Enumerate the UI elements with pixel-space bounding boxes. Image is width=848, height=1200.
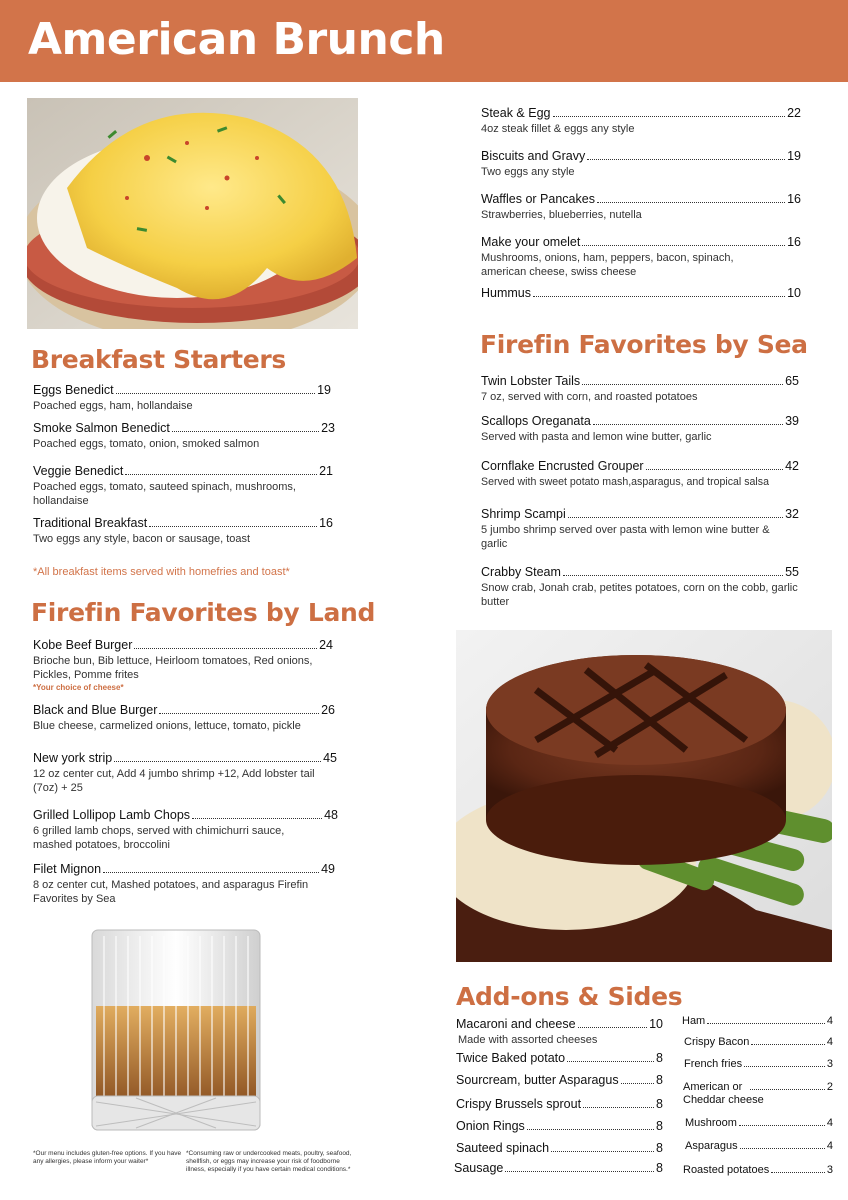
eggs-benedict-photo <box>27 98 358 329</box>
item-name: Kobe Beef Burger <box>33 638 133 652</box>
item-price: 55 <box>785 565 799 579</box>
item-name: French fries <box>684 1058 743 1070</box>
item-desc: 7 oz, served with corn, and roasted potatoes <box>481 391 698 403</box>
item-price: 16 <box>787 235 801 249</box>
item-name: Scallops Oreganata <box>481 414 591 428</box>
item-name: Eggs Benedict <box>33 383 114 397</box>
side-item-sausage <box>454 1161 663 1175</box>
item-name: Ham <box>682 1015 706 1027</box>
item-price: 3 <box>826 1164 833 1176</box>
side-item-mushroom <box>685 1117 833 1129</box>
item-name: Traditional Breakfast <box>33 516 148 530</box>
item-desc: Made with assorted cheeses <box>458 1034 598 1046</box>
item-price: 16 <box>319 516 333 530</box>
item-price: 8 <box>656 1073 663 1087</box>
item-price: 65 <box>785 374 799 388</box>
item-price: 4 <box>826 1117 833 1129</box>
item-price: 8 <box>656 1119 663 1133</box>
side-item-crispy-bacon <box>684 1036 833 1048</box>
menu-item-waffles-or-pancakes <box>481 192 801 222</box>
item-name: Twin Lobster Tails <box>481 374 581 388</box>
side-item-brussels-sprout <box>456 1097 663 1111</box>
item-price: 4 <box>826 1140 833 1152</box>
menu-item-filet-mignon <box>33 862 335 906</box>
item-price: 19 <box>317 383 331 397</box>
header-banner <box>0 0 848 82</box>
item-desc: Snow crab, Jonah crab, petites potatoes, corn on the cobb, garlic butter <box>481 582 798 608</box>
item-desc: Poached eggs, tomato, sauteed spinach, mushrooms, hollandaise <box>33 481 296 507</box>
item-name: Twice Baked potato <box>456 1051 566 1065</box>
item-desc: 5 jumbo shrimp served over pasta with lemon wine butter & garlic <box>481 524 770 550</box>
menu-item-hummus <box>481 286 801 300</box>
menu-item-smoke-salmon-benedict <box>33 421 335 451</box>
side-item-asparagus-addon <box>685 1140 833 1152</box>
item-name: Sauteed spinach <box>456 1141 550 1155</box>
menu-item-eggs-benedict <box>33 383 331 413</box>
item-price: 10 <box>787 286 801 300</box>
item-name: Waffles or Pancakes <box>481 192 595 206</box>
menu-item-kobe-beef-burger <box>33 638 333 692</box>
item-desc: Poached eggs, ham, hollandaise <box>33 400 193 412</box>
item-price: 4 <box>826 1015 833 1027</box>
item-name: Asparagus <box>685 1140 738 1152</box>
item-price: 26 <box>321 703 335 717</box>
sea-section-title: Firefin Favorites by Sea <box>480 330 808 359</box>
item-desc: Two eggs any style <box>481 166 575 178</box>
menu-item-crabby-steam <box>481 565 799 609</box>
item-desc: Strawberries, blueberries, nutella <box>481 209 642 221</box>
side-item-onion-rings <box>456 1119 663 1133</box>
side-item-macaroni <box>456 1017 663 1047</box>
item-name: Sausage <box>454 1161 504 1175</box>
land-section-title: Firefin Favorites by Land <box>31 598 376 627</box>
item-note: *Your choice of cheese* <box>33 683 124 692</box>
sides-section-title: Add-ons & Sides <box>456 982 683 1011</box>
item-price: 32 <box>785 507 799 521</box>
allergy-footnote: *Our menu includes gluten-free options. If you have any allergies, please inform your waiter* <box>33 1150 182 1165</box>
menu-item-black-and-blue-burger <box>33 703 335 733</box>
item-desc: 6 grilled lamb chops, served with chimichurri sauce, mashed potatoes, broccolini <box>33 825 285 851</box>
item-desc: 4oz steak fillet & eggs any style <box>481 123 635 135</box>
item-name: Veggie Benedict <box>33 464 124 478</box>
item-name: New york strip <box>33 751 113 765</box>
item-price: 23 <box>321 421 335 435</box>
page-title: American Brunch <box>28 14 445 65</box>
menu-item-new-york-strip <box>33 751 337 795</box>
item-price: 19 <box>787 149 801 163</box>
item-name: Hummus <box>481 286 532 300</box>
item-name: Steak & Egg <box>481 106 551 120</box>
item-price: 8 <box>656 1051 663 1065</box>
item-name: Biscuits and Gravy <box>481 149 586 163</box>
item-desc: 12 oz center cut, Add 4 jumbo shrimp +12, Add lobster tail (7oz) + 25 <box>33 768 315 794</box>
item-price: 10 <box>649 1017 663 1031</box>
item-name: Crispy Brussels sprout <box>456 1097 582 1111</box>
side-item-roasted-potatoes <box>683 1164 833 1176</box>
item-name: American or <box>683 1081 743 1093</box>
item-name: Cornflake Encrusted Grouper <box>481 459 644 473</box>
side-item-french-fries <box>684 1058 833 1070</box>
item-price: 2 <box>826 1081 833 1093</box>
item-price: 8 <box>656 1161 663 1175</box>
item-desc: Brioche bun, Bib lettuce, Heirloom tomatoes, Red onions, Pickles, Pomme frites <box>33 655 313 681</box>
item-name: Black and Blue Burger <box>33 703 158 717</box>
item-desc: 8 oz center cut, Mashed potatoes, and asparagus Firefin Favorites by Sea <box>33 879 309 905</box>
menu-item-make-your-omelet <box>481 235 801 279</box>
item-price: 24 <box>319 638 333 652</box>
menu-item-lamb-chops <box>33 808 338 852</box>
side-item-asparagus <box>456 1073 663 1087</box>
item-price: 3 <box>826 1058 833 1070</box>
item-desc: Blue cheese, carmelized onions, lettuce, tomato, pickle <box>33 720 301 732</box>
item-price: 48 <box>324 808 338 822</box>
item-price: 21 <box>319 464 333 478</box>
consumption-warning-footnote: *Consuming raw or undercooked meats, poultry, seafood, shellfish, or eggs may increase your risk of foodborne illness, especially if you have certain medical conditions.* <box>186 1150 352 1173</box>
item-name: Filet Mignon <box>33 862 102 876</box>
breakfast-section-title: Breakfast Starters <box>31 345 286 374</box>
item-name: Make your omelet <box>481 235 581 249</box>
item-price: 22 <box>787 106 801 120</box>
breakfast-note: *All breakfast items served with homefries and toast* <box>33 566 290 578</box>
item-name: Smoke Salmon Benedict <box>33 421 170 435</box>
side-item-ham <box>682 1015 833 1027</box>
item-desc: Cheddar cheese <box>683 1094 764 1106</box>
item-desc: Served with pasta and lemon wine butter, garlic <box>481 431 712 443</box>
menu-item-twin-lobster-tails <box>481 374 799 404</box>
item-desc: Two eggs any style, bacon or sausage, toast <box>33 533 251 545</box>
item-price: 16 <box>787 192 801 206</box>
side-item-american-cheddar <box>683 1081 833 1107</box>
menu-item-cornflake-grouper <box>481 459 799 489</box>
side-item-sauteed-spinach <box>456 1141 663 1155</box>
filet-mignon-photo <box>456 630 832 962</box>
whiskey-glass-photo <box>86 926 266 1140</box>
item-name: Macaroni and cheese <box>456 1017 576 1031</box>
item-price: 8 <box>656 1141 663 1155</box>
item-name: Crispy Bacon <box>684 1036 750 1048</box>
side-item-twice-baked-potato <box>456 1051 663 1065</box>
item-price: 8 <box>656 1097 663 1111</box>
menu-item-shrimp-scampi <box>481 507 799 551</box>
menu-item-biscuits-and-gravy <box>481 149 801 179</box>
item-name: Roasted potatoes <box>683 1164 770 1176</box>
menu-item-scallops-oreganata <box>481 414 799 444</box>
item-name: Grilled Lollipop Lamb Chops <box>33 808 191 822</box>
item-name: Crabby Steam <box>481 565 561 579</box>
item-price: 45 <box>323 751 337 765</box>
item-price: 49 <box>321 862 335 876</box>
menu-item-traditional-breakfast <box>33 516 333 546</box>
item-name: Sourcream, butter Asparagus <box>456 1073 619 1087</box>
item-price: 42 <box>785 459 799 473</box>
item-name: Shrimp Scampi <box>481 507 566 521</box>
item-desc: Poached eggs, tomato, onion, smoked salmon <box>33 438 260 450</box>
item-price: 4 <box>826 1036 833 1048</box>
item-price: 39 <box>785 414 799 428</box>
item-name: Mushroom <box>685 1117 737 1129</box>
menu-item-veggie-benedict <box>33 464 333 508</box>
item-desc: Served with sweet potato mash,asparagus, and tropical salsa <box>481 476 769 488</box>
item-name: Onion Rings <box>456 1119 525 1133</box>
menu-item-steak-and-egg <box>481 106 801 136</box>
item-desc: Mushrooms, onions, ham, peppers, bacon, spinach, american cheese, swiss cheese <box>481 252 734 278</box>
